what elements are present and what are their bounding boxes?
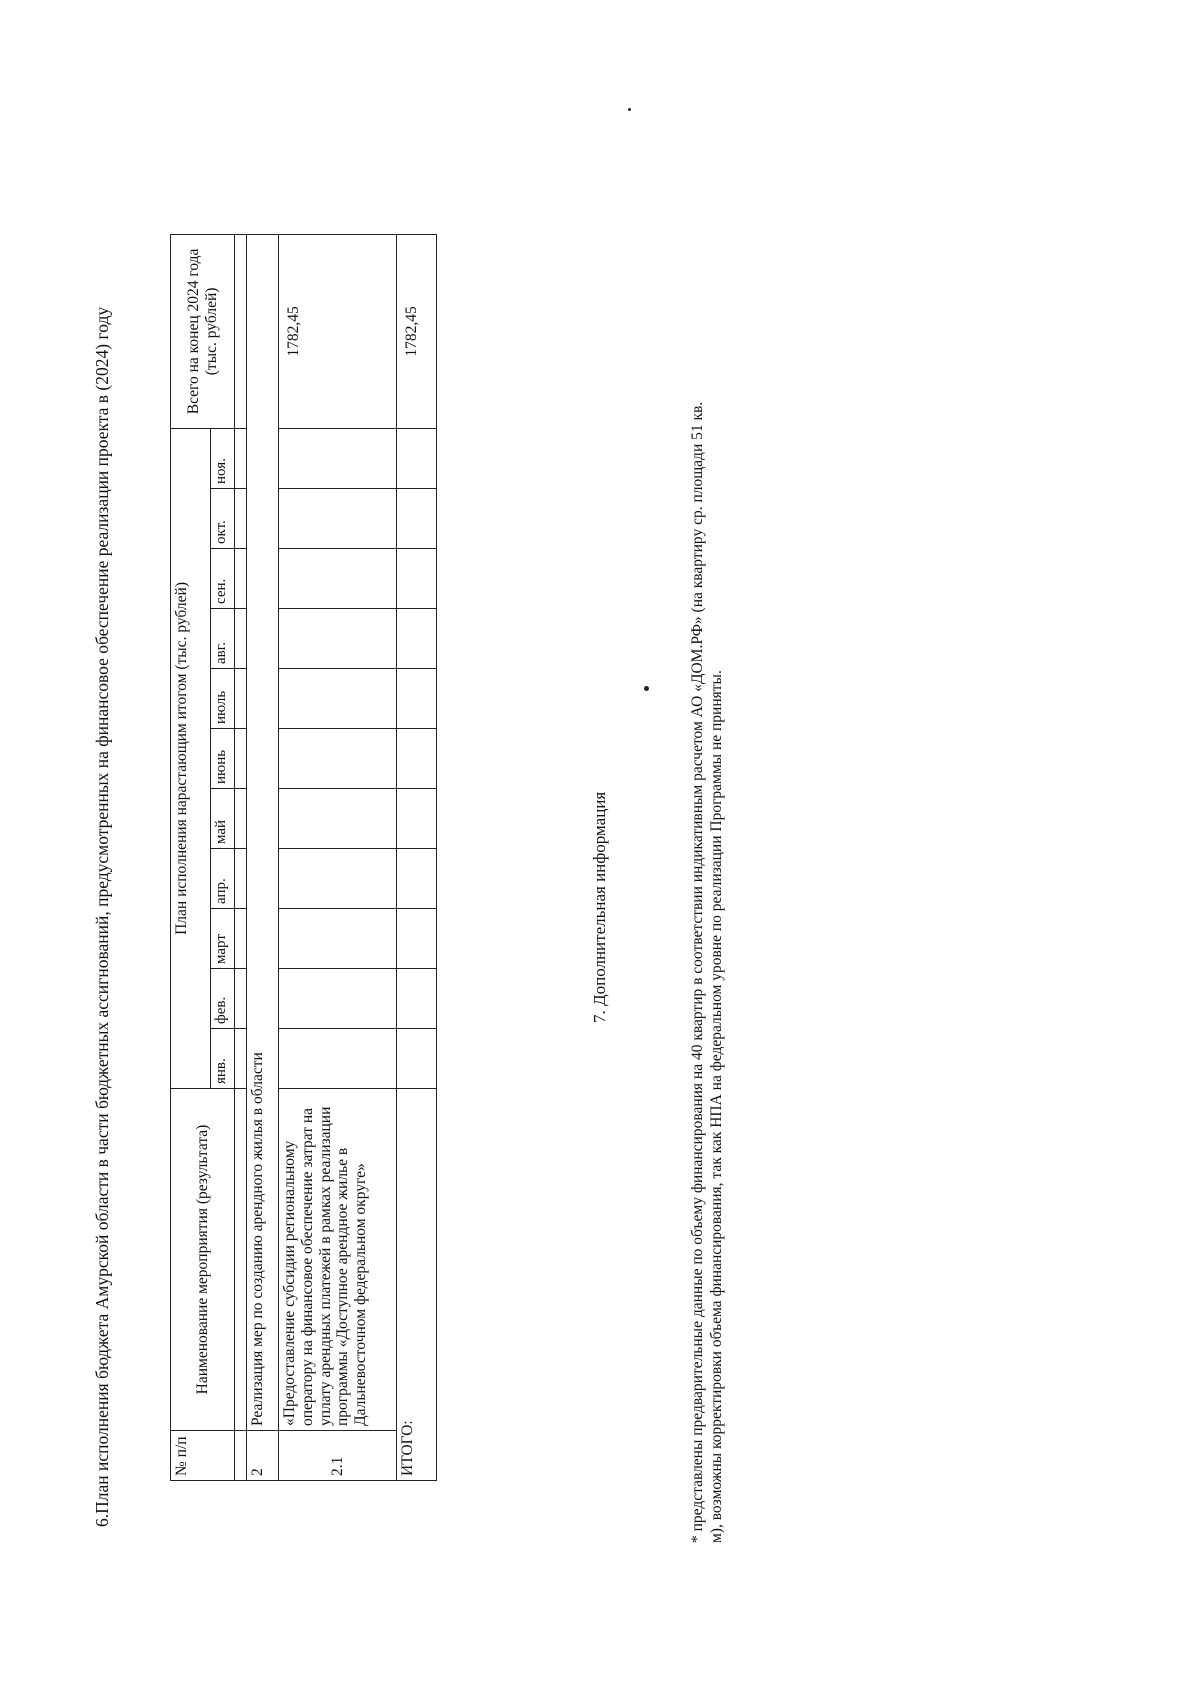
table-spacer-row bbox=[235, 234, 247, 1480]
header-month-mar: март bbox=[211, 909, 235, 969]
row-total-value: 1782,45 bbox=[279, 234, 397, 428]
section-6-title: 6.План исполнения бюджета Амурской области в части бюджетных ассигнований, предусмотренных на финансовое обеспечение реализации проекта в (2024) году bbox=[92, 306, 112, 1527]
total-label: ИТОГО: bbox=[397, 1089, 437, 1481]
header-month-sep: сен. bbox=[211, 549, 235, 609]
scan-speck bbox=[628, 108, 631, 111]
row-name: Реализация мер по созданию арендного жилья в области bbox=[247, 234, 279, 1430]
footnote bbox=[688, 143, 727, 1543]
table-row bbox=[247, 234, 279, 1480]
header-month-apr: апр. bbox=[211, 849, 235, 909]
table-total-row bbox=[397, 234, 437, 1480]
table-header-row bbox=[171, 234, 211, 1480]
row-name: «Предоставление субсидии региональному оператору на финансовое обеспечение затрат на уплату арендных платежей в рамках реализации программы «Доступное арендное жилье в Дальневосточном федеральном округе» bbox=[279, 1089, 397, 1431]
header-month-nov: ноя. bbox=[211, 428, 235, 488]
table-row bbox=[279, 234, 397, 1480]
header-month-jan: янв. bbox=[211, 1029, 235, 1089]
header-num: № п/п bbox=[171, 1431, 235, 1481]
header-month-feb: фев. bbox=[211, 969, 235, 1029]
row-num: 2 bbox=[247, 1431, 279, 1481]
footnote-line-1: * представлены предварительные данные по объему финансирования на 40 квартир в соответствии индикативным расчетом АО «ДОМ.РФ» (на квартиру ср. площади 51 кв. bbox=[689, 401, 706, 1543]
section-7-title: 7. Дополнительная информация bbox=[590, 791, 609, 1023]
header-name: Наименование мероприятия (результата) bbox=[171, 1089, 235, 1431]
header-month-jun: июнь bbox=[211, 729, 235, 789]
header-plan-group: План исполнения нарастающим итогом (тыс. рублей) bbox=[171, 428, 211, 1088]
header-month-oct: окт. bbox=[211, 489, 235, 549]
row-num: 2.1 bbox=[279, 1431, 397, 1481]
scan-speck bbox=[644, 686, 649, 691]
header-month-may: май bbox=[211, 789, 235, 849]
total-value: 1782,45 bbox=[397, 234, 437, 428]
header-month-aug: авг. bbox=[211, 609, 235, 669]
budget-execution-plan-table bbox=[170, 234, 437, 1481]
footnote-line-2: м), возможны корректировки объема финансирования, так как НПА на федеральном уровне по реализации Программы не приняты. bbox=[708, 670, 726, 1543]
header-total: Всего на конец 2024 года (тыс. рублей) bbox=[171, 234, 235, 428]
header-month-jul: июль bbox=[211, 669, 235, 729]
